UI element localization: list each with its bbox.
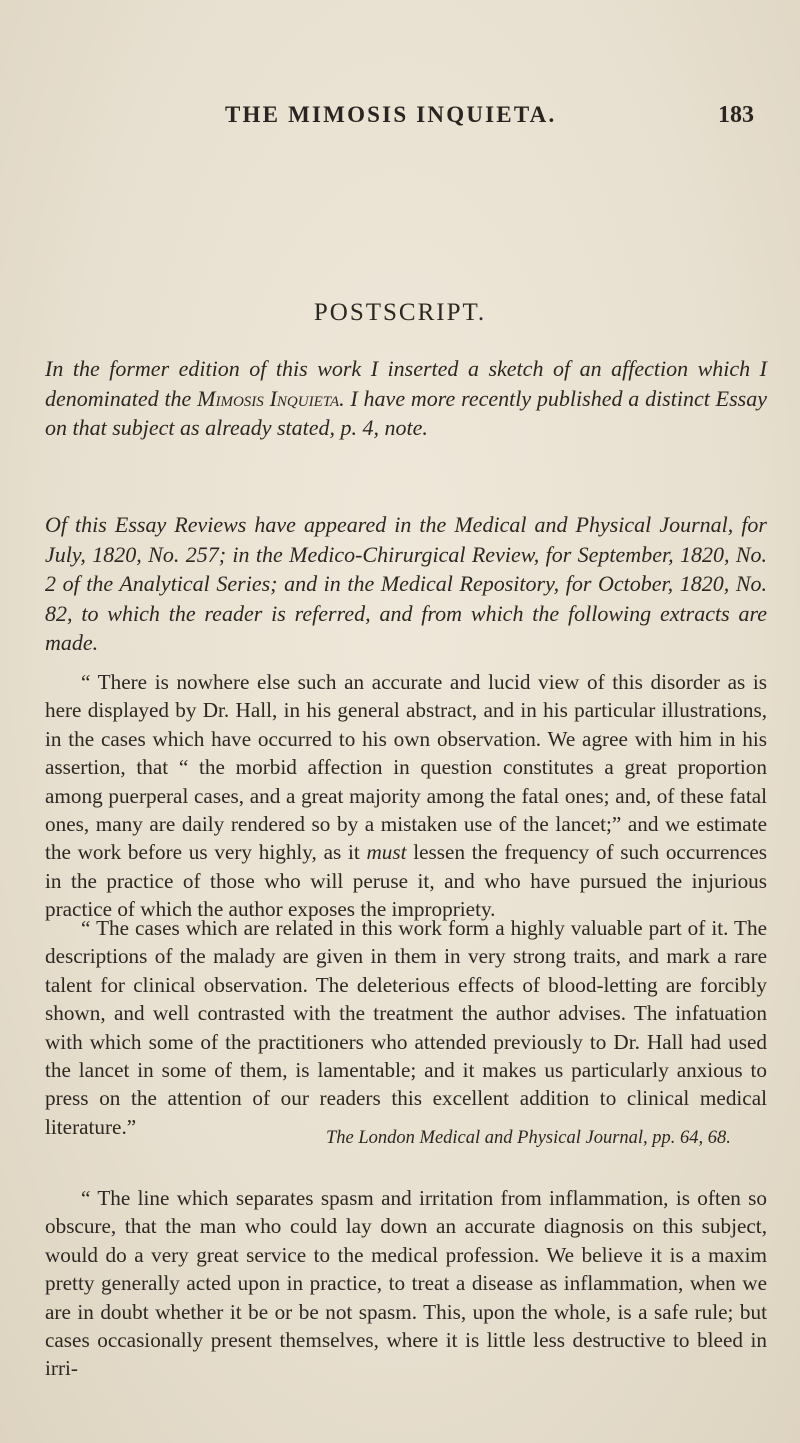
intro-paragraph	[45, 258, 767, 443]
intro-text-2: . I have more recently published a distinct Essay on that subject as already stated, p. 4, note.	[45, 385, 767, 440]
quote1-text-2: lessen the frequency of such occurrences in the practice of those who will peruse it, and who have pursued the injurious practice of which the author exposes the impropriety.	[45, 840, 767, 922]
running-head	[0, 102, 800, 136]
quote1-emphasis: must	[366, 840, 407, 865]
section-title: POSTSCRIPT.	[313, 299, 487, 326]
running-head-title: THE MIMOSIS INQUIETA.	[225, 102, 557, 127]
quote1-text-1: “ There is nowhere else such an accurate and lucid view of this disorder as is here displayed by Dr. Hall, in his general abstract, and in his particular illustrations, in the cases which have occurred to his own observation. We agree with him in his assertion, that “ the morbid affection in question constitutes a great proportion among puerperal cases, and a great majority among the fatal ones; and, of these fatal ones, many are daily rendered so by a mistaken use of the lancet;” and we estimate the work before us very highly, as it	[45, 670, 767, 865]
quote-paragraph-2: “ The cases which are related in this work form a highly valuable part of it. The descriptions of the malady are given in them in very strong traits, and mark a rare talent for clinical observation. The deleterious effects of blood-letting are forcibly shown, and well contrasted with the treatment the author advises. The infatuation with which some of the practitioners who attended previously to Dr. Hall had used the lancet in some of them, is lamentable; and it makes us particularly anxious to press on the attention of our readers this excellent addition to clinical medical literature.”	[45, 916, 767, 1139]
quote-paragraph-1	[45, 668, 767, 924]
quote-paragraph-3: “ The line which separates spasm and irritation from inflammation, is often so obscure, that the man who could lay down an accurate diagnosis on this subject, would do a very great service to the medical profession. We believe it is a maxim pretty generally acted upon in practice, to treat a disease as inflammation, when we are in doubt whether it be or be not spasm. This, upon the whole, is a safe rule; but cases occasionally present themselves, where it is little less destructive to bleed in irri-	[45, 1186, 767, 1381]
reviews-paragraph: Of this Essay Reviews have appeared in the Medical and Physical Journal, for July, 1820, No. 257; in the Medico-Chirurgical Review, for September, 1820, No. 2 of the Analytical Series; and in the Medical Repository, for October, 1820, No. 82, to which the reader is referred, and from which the following extracts are made.	[45, 512, 767, 655]
intro-term: Mimosis Inquieta	[197, 385, 340, 411]
citation: The London Medical and Physical Journal, pp. 64, 68.	[326, 1128, 731, 1148]
page-number: 183	[718, 102, 754, 128]
intro-text-1: In the former edition of this work I inserted a sketch of an affection which I denominated the	[45, 356, 767, 411]
